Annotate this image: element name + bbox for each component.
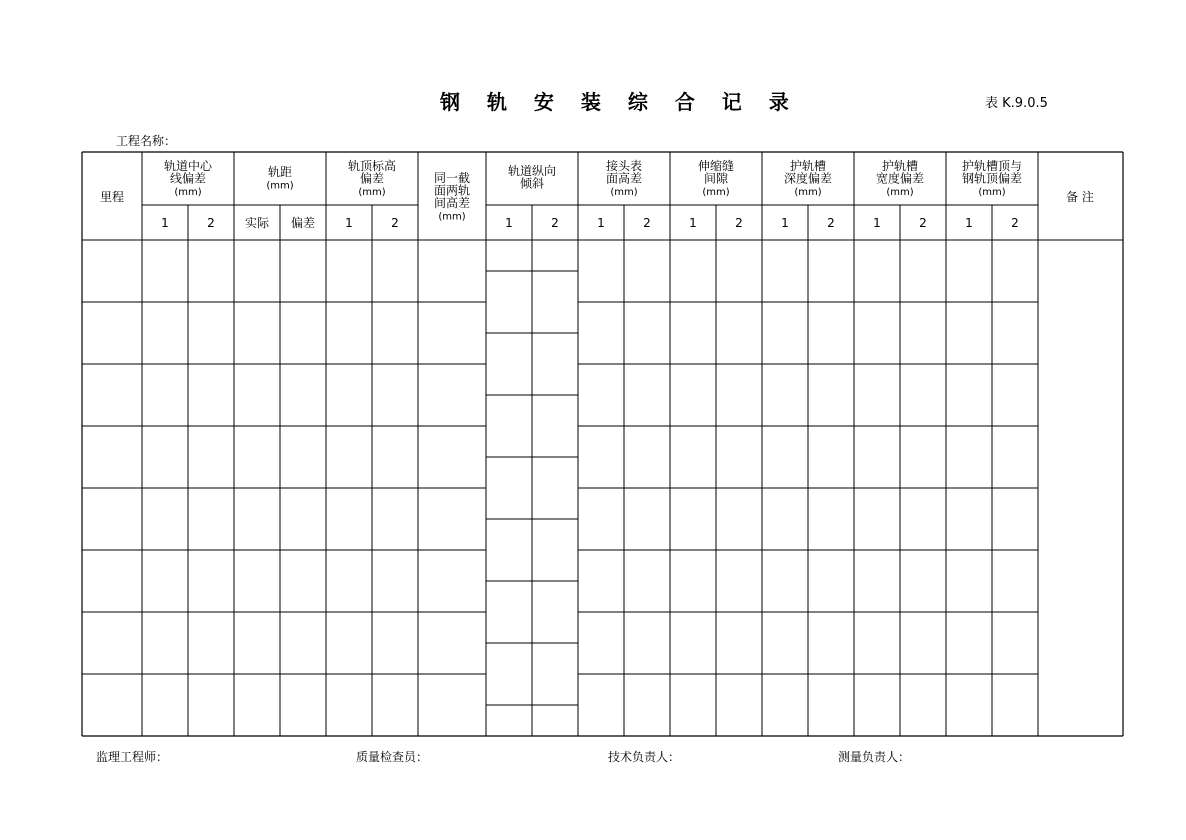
- gauge-header: (mm): [266, 180, 294, 192]
- sub-header: 实际: [244, 216, 270, 230]
- tech-lead-label: 技术负责人：: [608, 750, 681, 764]
- longitudinal-slope-header: 轨道纵向: [507, 164, 557, 178]
- remarks-header: 备 注: [1066, 190, 1094, 204]
- guard-groove-width-header: 宽度偏差: [875, 171, 925, 186]
- center-deviation-header: 线偏差: [169, 171, 207, 186]
- guard-groove-width-header: 护轨槽: [881, 159, 919, 173]
- guard-groove-width-header: (mm): [886, 187, 914, 198]
- sub-header: 2: [551, 216, 559, 230]
- cross-level-header: (mm): [438, 211, 466, 223]
- center-deviation-header: (mm): [174, 187, 202, 198]
- form-code: 表 K.9.0.5: [985, 96, 1048, 111]
- expansion-gap-header: 伸缩缝: [697, 159, 735, 173]
- longitudinal-slope-header: 倾斜: [519, 176, 545, 191]
- gauge-header: 轨距: [267, 165, 293, 179]
- guard-groove-depth-header: 深度偏差: [783, 171, 833, 186]
- mileage-header: 里程: [99, 190, 125, 204]
- guard-groove-depth-header: 护轨槽: [789, 159, 827, 173]
- expansion-gap-header: (mm): [702, 187, 730, 198]
- guard-groove-top-header: (mm): [978, 187, 1006, 198]
- sub-header: 2: [207, 216, 215, 230]
- cross-level-header: 间高差: [433, 196, 471, 210]
- sub-header: 1: [345, 216, 353, 230]
- sub-header: 2: [735, 216, 743, 230]
- joint-height-header: 接头表: [605, 159, 643, 173]
- sub-header: 2: [827, 216, 835, 230]
- project-name-label: 工程名称：: [116, 134, 177, 148]
- sub-header: 2: [391, 216, 399, 230]
- top-elevation-header: 偏差: [359, 171, 385, 186]
- guard-groove-depth-header: (mm): [794, 187, 822, 198]
- top-elevation-header: 轨顶标高: [347, 159, 397, 173]
- guard-groove-top-header: 钢轨顶偏差: [961, 171, 1023, 186]
- sub-header: 2: [643, 216, 651, 230]
- guard-groove-top-header: 护轨槽顶与: [961, 159, 1023, 173]
- expansion-gap-header: 间隙: [703, 171, 729, 186]
- cross-level-header: 同一截: [433, 171, 471, 185]
- sub-header: 2: [919, 216, 927, 230]
- sub-header: 1: [781, 216, 789, 230]
- inspector-label: 质量检查员：: [356, 750, 429, 764]
- sub-header: 1: [161, 216, 169, 230]
- survey-lead-label: 测量负责人：: [838, 750, 911, 764]
- sub-header: 1: [965, 216, 973, 230]
- top-elevation-header: (mm): [358, 187, 386, 198]
- joint-height-header: (mm): [610, 187, 638, 198]
- sub-header: 偏差: [290, 216, 316, 230]
- joint-height-header: 面高差: [605, 171, 643, 186]
- sub-header: 1: [689, 216, 697, 230]
- sub-header: 1: [873, 216, 881, 230]
- form-title: 钢 轨 安 装 综 合 记 录: [440, 90, 799, 114]
- center-deviation-header: 轨道中心: [163, 159, 213, 173]
- supervisor-label: 监理工程师：: [96, 750, 169, 764]
- cross-level-header: 面两轨: [433, 183, 471, 198]
- sub-header: 2: [1011, 216, 1019, 230]
- sub-header: 1: [597, 216, 605, 230]
- sub-header: 1: [505, 216, 513, 230]
